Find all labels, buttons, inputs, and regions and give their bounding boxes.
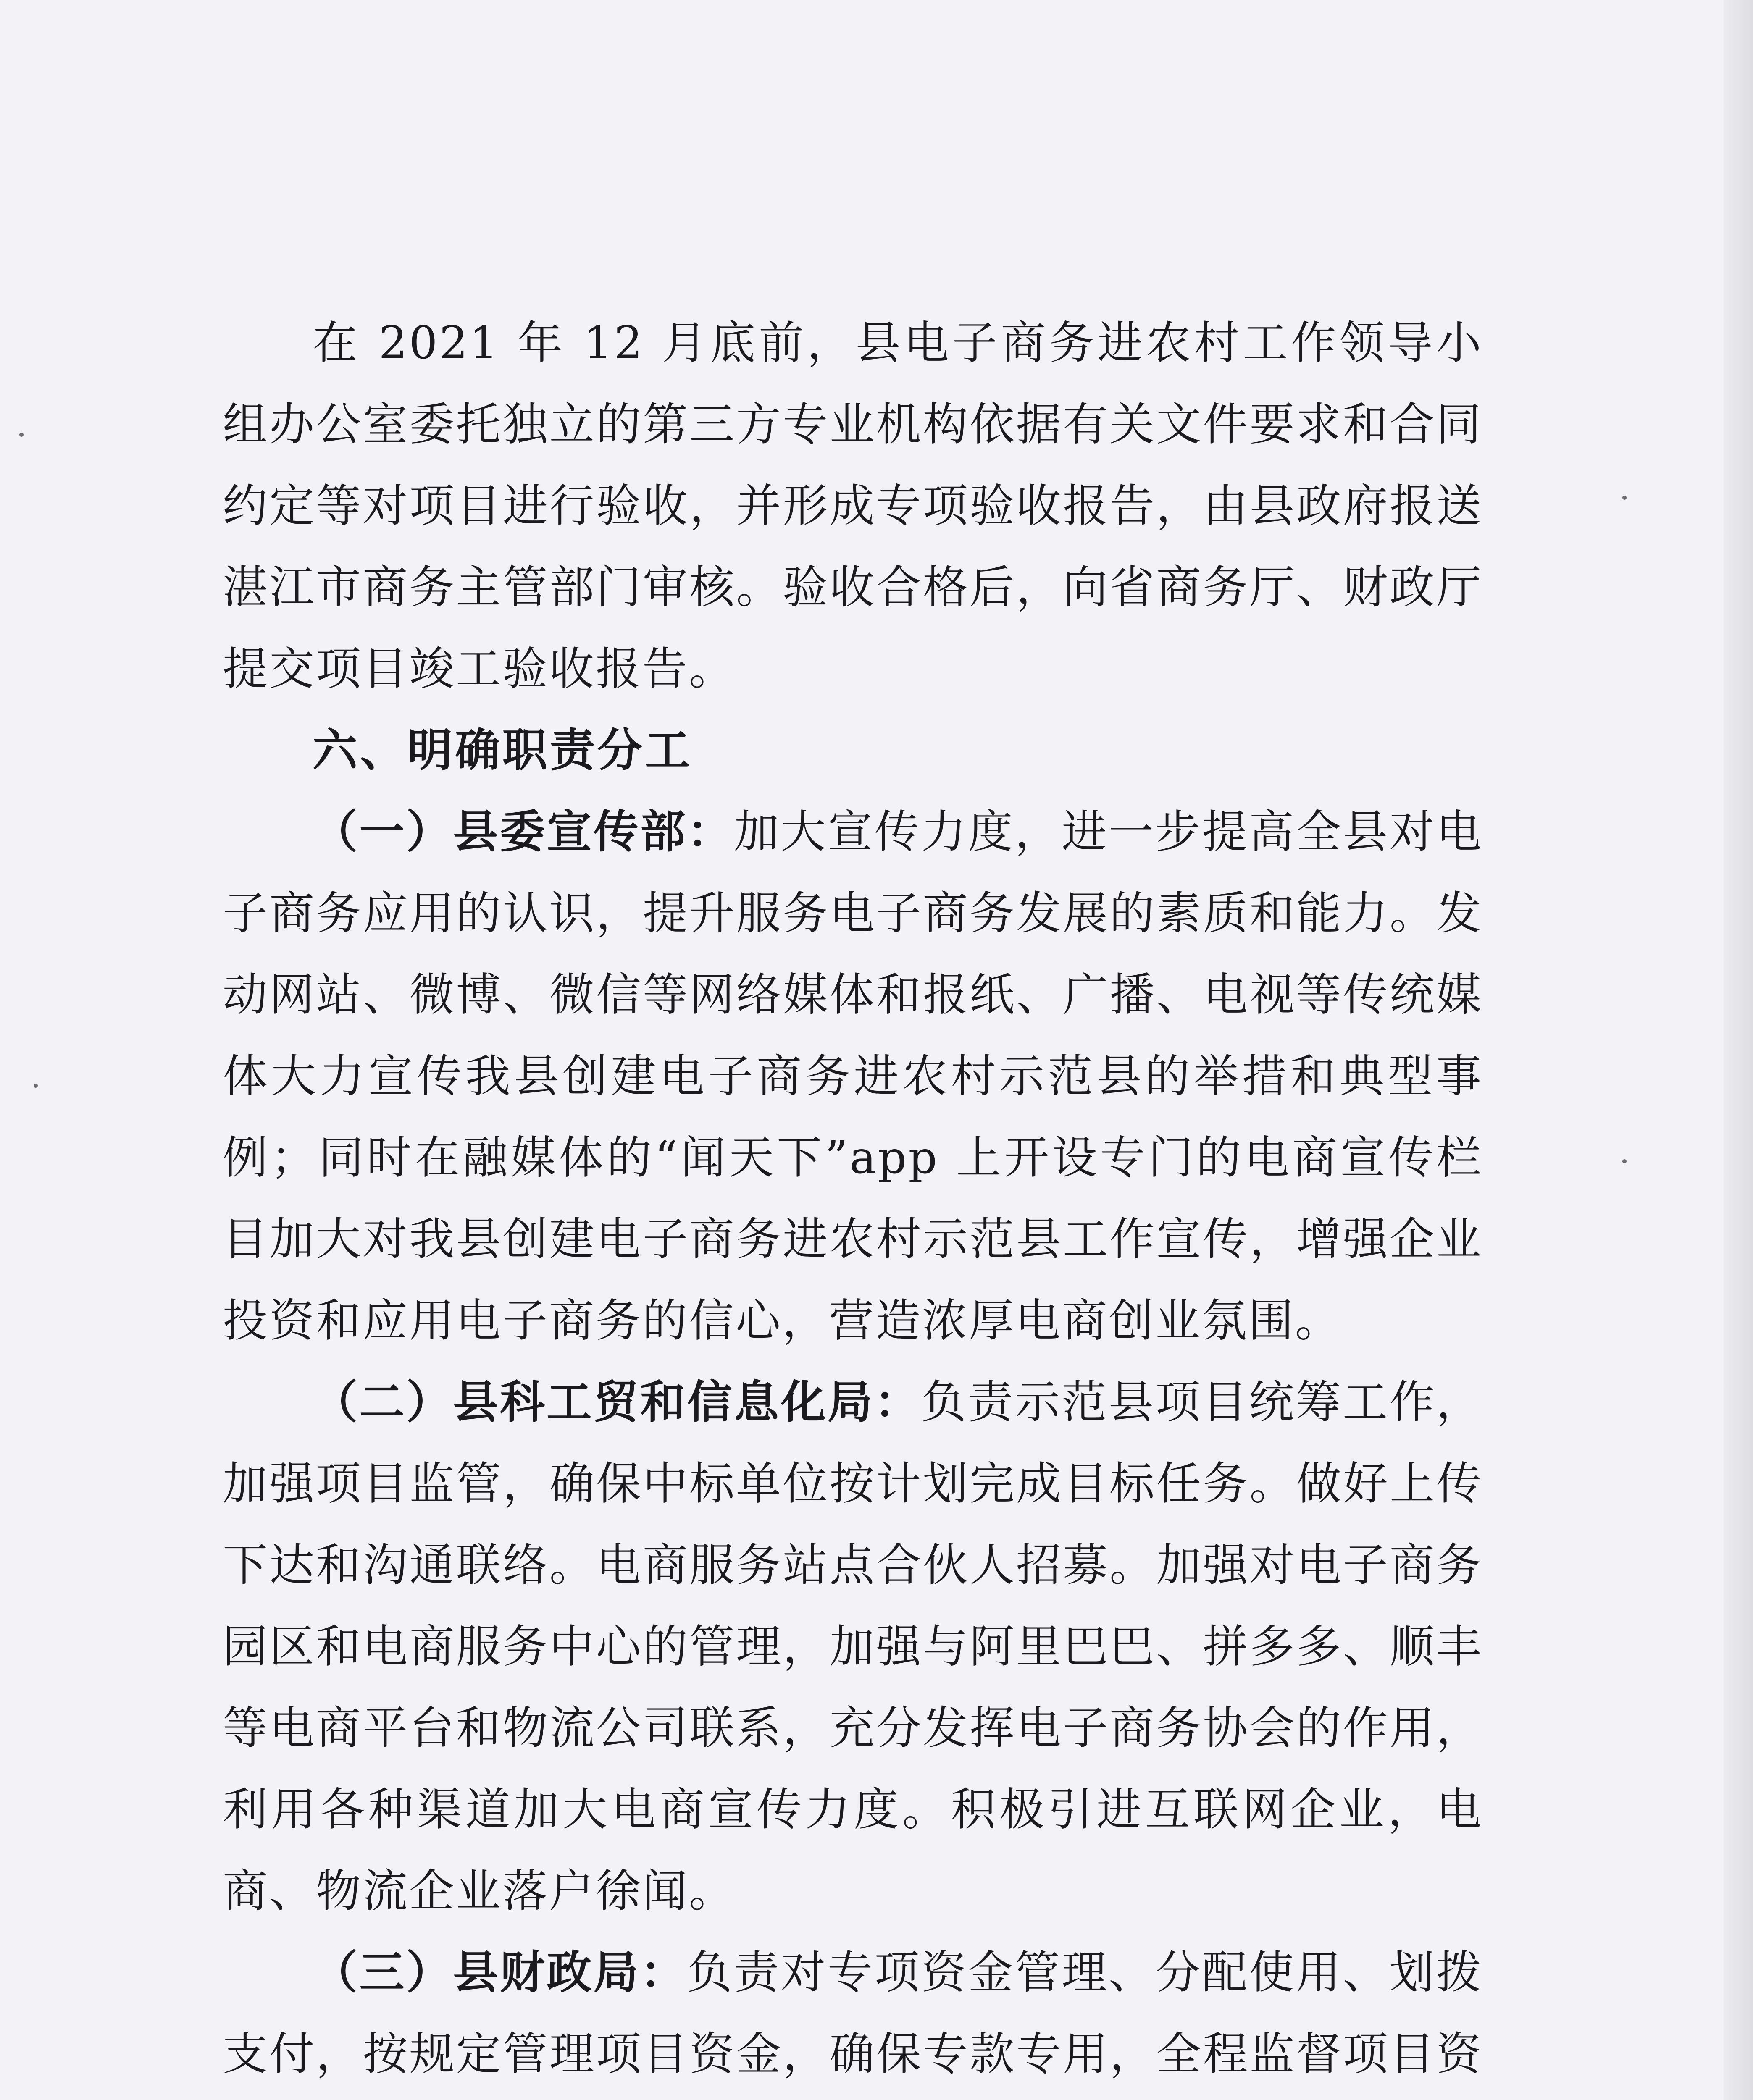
duty-paragraph-industry: [223, 1362, 1483, 1932]
intro-paragraph: 在 2021 年 12 月底前，县电子商务进农村工作领导小组办公室委托独立的第三方专业机构依据有关文件要求和合同约定等对项目进行验收，并形成专项验收报告，由县政府报送湛江市商务主管部门审核。验收合格后，向省商务厅、财政厅提交项目竣工验收报告。: [223, 317, 1483, 695]
duty-body-industry: 负责示范县项目统筹工作，加强项目监管，确保中标单位按计划完成目标任务。做好上传下达和沟通联络。电商服务站点合伙人招募。加强对电子商务园区和电商服务中心的管理，加强与阿里巴巴、拼多多、顺丰等电商平台和物流公司联系，充分发挥电子商务协会的作用，利用各种渠道加大电商宣传力度。积极引进互联网企业，电商、物流企业落户徐闻。: [223, 1376, 1483, 1917]
duty-body-finance: 负责对专项资金管理、分配使用、划拨支付，按规定管理项目资金，确保专款专用，全程监督项目资: [223, 1947, 1483, 2080]
section-heading: 六、明确职责分工: [313, 724, 693, 777]
document-body: [223, 302, 1483, 2100]
page-edge-shadow: [1724, 0, 1753, 2100]
scan-speck: [34, 1084, 38, 1088]
duty-body-propaganda: 加大宣传力度，进一步提高全县对电子商务应用的认识，提升服务电子商务发展的素质和能力。发动网站、微博、微信等网络媒体和报纸、广播、电视等传统媒体大力宣传我县创建电子商务进农村示范县的举措和典型事例；同时在融媒体的“闻天下”app 上开设专门的电商宣传栏目加大对我县创建电子商务进农村示范县工作宣传，增强企业投资和应用电子商务的信心，营造浓厚电商创业氛围。: [223, 806, 1483, 1347]
scan-speck: [1622, 496, 1627, 500]
scan-speck: [19, 433, 24, 437]
scan-speck: [1622, 1159, 1627, 1163]
duty-paragraph-propaganda: [223, 791, 1483, 1362]
duty-paragraph-finance: [223, 1932, 1483, 2100]
duty-lead-propaganda: （一）县委宣传部：: [313, 806, 734, 858]
duty-lead-industry: （二）县科工贸和信息化局：: [313, 1376, 921, 1428]
duty-lead-finance: （三）县财政局：: [313, 1947, 687, 1999]
